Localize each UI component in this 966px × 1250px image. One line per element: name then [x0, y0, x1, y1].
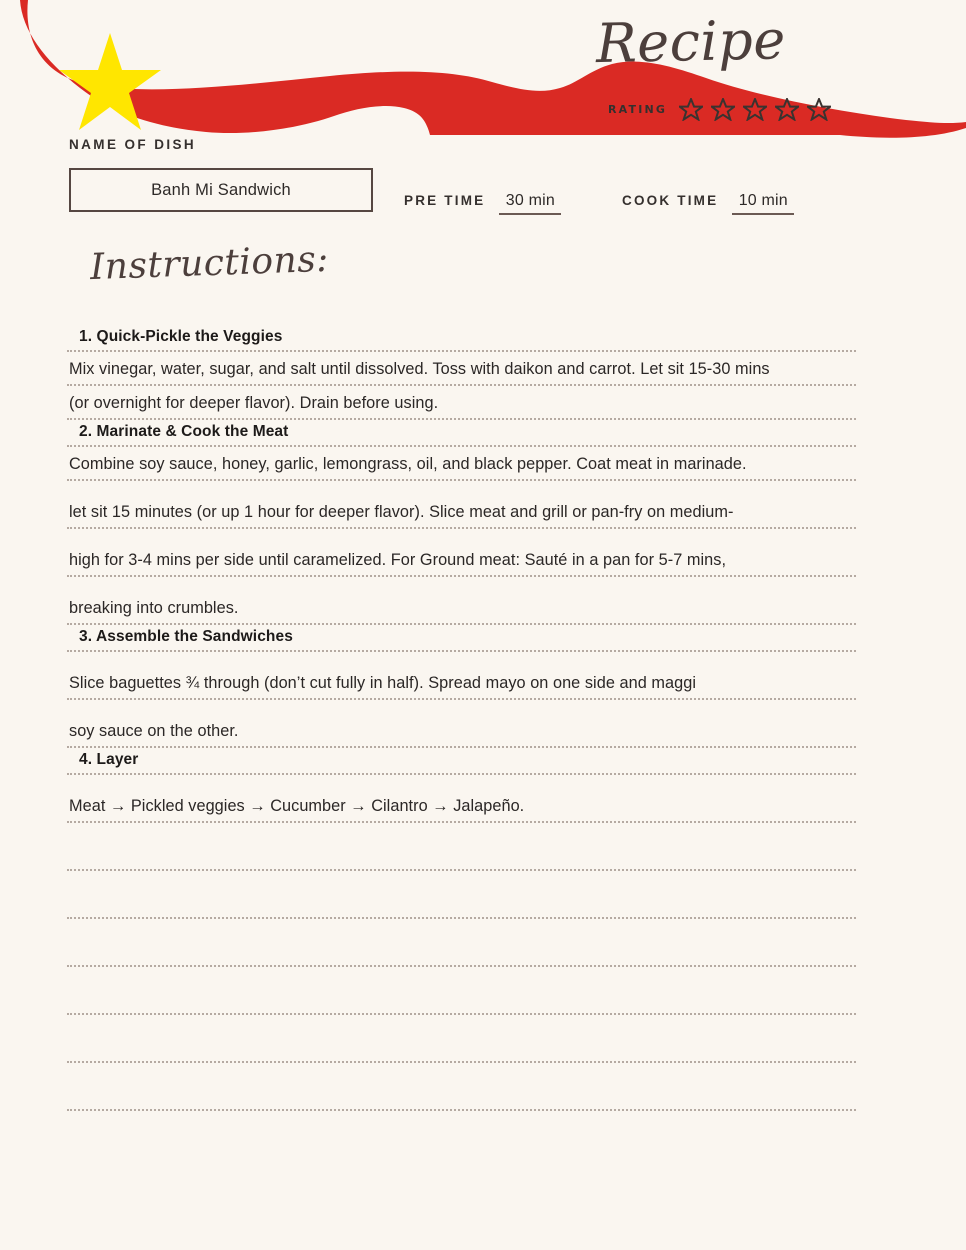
empty-line[interactable]	[67, 919, 856, 967]
pre-time-label: PRE TIME	[404, 193, 486, 208]
instructions-heading: Instructions:	[89, 238, 330, 289]
step-body-row[interactable]	[67, 700, 856, 748]
name-of-dish-label: NAME OF DISH	[69, 137, 197, 152]
step-body-row[interactable]	[67, 652, 856, 700]
step-body-text: Meat → Pickled veggies → Cucumber → Cilantro → Jalapeño.	[69, 797, 525, 815]
step-heading-row	[67, 625, 856, 652]
step-body-row[interactable]	[67, 447, 856, 481]
step-body-row[interactable]	[67, 529, 856, 577]
step-heading-row	[67, 420, 856, 447]
step-body-text: high for 3-4 mins per side until caramelized. For Ground meat: Sauté in a pan for 5-7 mins,	[69, 551, 727, 569]
step-body-row[interactable]	[67, 775, 856, 823]
step-title: 2. Marinate & Cook the Meat	[79, 423, 289, 440]
pre-time-block	[404, 192, 561, 215]
star-icon[interactable]	[711, 98, 735, 121]
star-icon[interactable]	[743, 98, 767, 121]
empty-line[interactable]	[67, 1063, 856, 1111]
step-body-row[interactable]	[67, 386, 856, 420]
empty-line[interactable]	[67, 823, 856, 871]
empty-line[interactable]	[67, 871, 856, 919]
step-body-text: soy sauce on the other.	[69, 722, 239, 740]
cook-time-value[interactable]: 10 min	[732, 192, 794, 215]
step-body-row[interactable]	[67, 577, 856, 625]
step-heading-row	[67, 325, 856, 352]
name-of-dish-field[interactable]	[69, 168, 373, 212]
star-icon[interactable]	[679, 98, 703, 121]
step-title: 4. Layer	[79, 751, 139, 768]
rating-label: RATING	[608, 103, 668, 116]
empty-line[interactable]	[67, 967, 856, 1015]
empty-line[interactable]	[67, 1015, 856, 1063]
cook-time-label: COOK TIME	[622, 193, 719, 208]
pre-time-value[interactable]: 30 min	[499, 192, 561, 215]
step-body-text: let sit 15 minutes (or up 1 hour for deeper flavor). Slice meat and grill or pan-fry on medium-	[69, 503, 734, 521]
page-title: Recipe	[595, 8, 787, 76]
cook-time-block	[622, 192, 794, 215]
step-body-row[interactable]	[67, 481, 856, 529]
step-body-text: Mix vinegar, water, sugar, and salt until dissolved. Toss with daikon and carrot. Let sit 15-30 mins	[69, 360, 770, 378]
instructions-lines	[67, 325, 856, 1111]
step-body-row[interactable]	[67, 352, 856, 386]
step-body-text: Combine soy sauce, honey, garlic, lemongrass, oil, and black pepper. Coat meat in marinade.	[69, 455, 747, 473]
rating-row	[608, 98, 831, 121]
name-of-dish-value: Banh Mi Sandwich	[151, 180, 291, 199]
step-body-text: (or overnight for deeper flavor). Drain before using.	[69, 394, 439, 412]
step-title: 3. Assemble the Sandwiches	[79, 628, 293, 645]
step-body-text: breaking into crumbles.	[69, 599, 239, 617]
step-heading-row	[67, 748, 856, 775]
step-body-text: Slice baguettes ¾ through (don’t cut fully in half). Spread mayo on one side and maggi	[69, 674, 696, 692]
star-icon[interactable]	[775, 98, 799, 121]
star-icon[interactable]	[807, 98, 831, 121]
rating-stars[interactable]	[679, 98, 831, 121]
step-title: 1. Quick-Pickle the Veggies	[79, 328, 283, 345]
